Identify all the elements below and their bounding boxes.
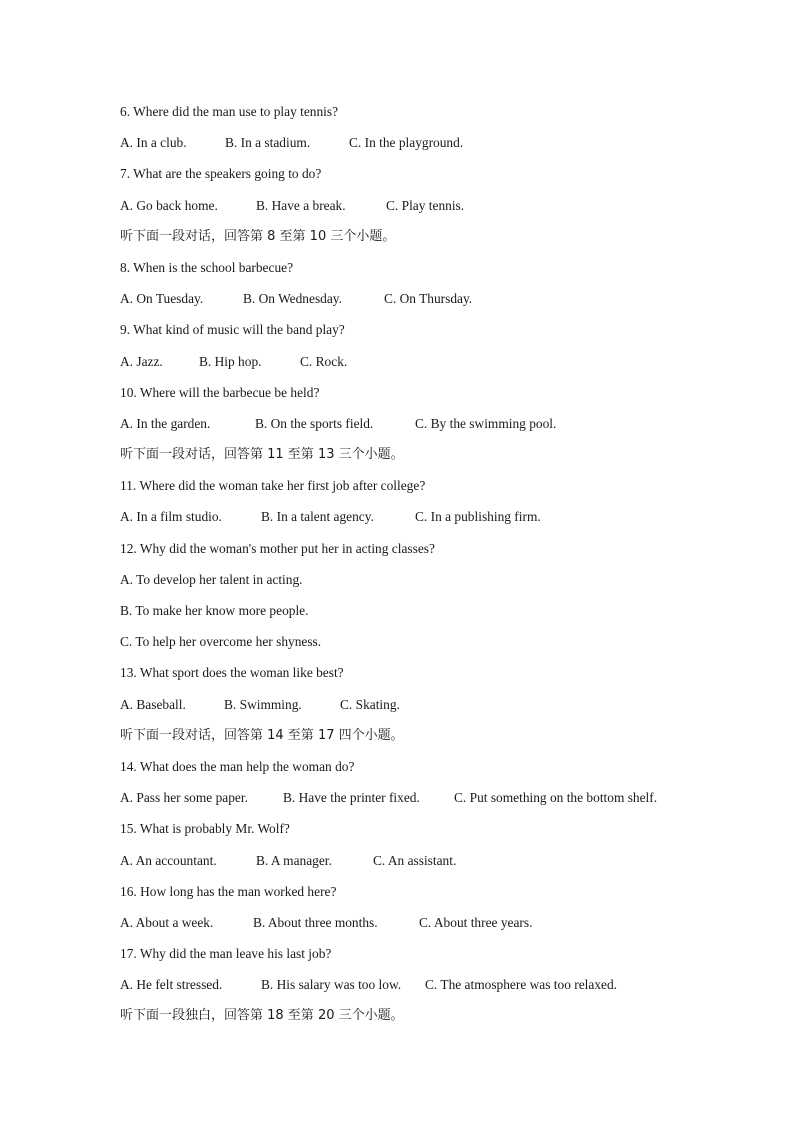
option-17a: A. He felt stressed.: [120, 977, 223, 993]
option-15b: B. A manager.: [256, 852, 332, 868]
option-17c: C. The atmosphere was too relaxed.: [425, 977, 617, 993]
question-13: 13. What sport does the woman like best?: [120, 665, 344, 681]
option-14c: C. Put something on the bottom shelf.: [454, 790, 658, 806]
option-6b: B. In a stadium.: [225, 135, 311, 151]
question-11: 11. Where did the woman take her first job after college?: [120, 478, 426, 494]
option-10a: A. In the garden.: [120, 415, 211, 431]
option-7a: A. Go back home.: [120, 197, 218, 213]
option-8a: A. On Tuesday.: [120, 291, 204, 307]
section-heading-11-13: 听下面一段对话，回答第 11 至第 13 三个小题。: [120, 447, 404, 463]
section-heading-8-10: 听下面一段对话，回答第 8 至第 10 三个小题。: [120, 228, 396, 244]
question-9: 9. What kind of music will the band play?: [120, 322, 345, 338]
section-heading-14-17: 听下面一段对话，回答第 14 至第 17 四个小题。: [120, 727, 404, 743]
option-15c: C. An assistant.: [373, 852, 457, 868]
option-15a: A. An accountant.: [120, 852, 217, 868]
option-16c: C. About three years.: [419, 914, 533, 930]
options-15: [120, 852, 740, 883]
question-12: 12. Why did the woman's mother put her in acting classes?: [120, 540, 435, 556]
question-17: 17. Why did the man leave his last job?: [120, 946, 332, 962]
section-heading-18-20: 听下面一段独白，回答第 18 至第 20 三个小题。: [120, 1008, 404, 1024]
question-8: 8. When is the school barbecue?: [120, 259, 294, 275]
option-10c: C. By the swimming pool.: [415, 415, 557, 431]
options-17: [120, 976, 740, 1007]
option-14a: A. Pass her some paper.: [120, 790, 248, 806]
option-11b: B. In a talent agency.: [261, 509, 374, 525]
option-10b: B. On the sports field.: [255, 415, 374, 431]
options-16: [120, 914, 740, 945]
option-9a: A. Jazz.: [120, 353, 163, 369]
question-16: 16. How long has the man worked here?: [120, 883, 337, 899]
option-6a: A. In a club.: [120, 135, 187, 151]
option-9c: C. Rock.: [300, 353, 348, 369]
option-13a: A. Baseball.: [120, 696, 186, 712]
option-13b: B. Swimming.: [224, 696, 302, 712]
options-10: [120, 415, 740, 446]
option-13c: C. Skating.: [340, 696, 400, 712]
options-9: [120, 353, 740, 384]
question-10: 10. Where will the barbecue be held?: [120, 384, 320, 400]
option-11a: A. In a film studio.: [120, 509, 222, 525]
option-17b: B. His salary was too low.: [261, 977, 402, 993]
options-6: [120, 134, 740, 165]
option-7c: C. Play tennis.: [386, 197, 465, 213]
options-14: [120, 789, 740, 820]
question-7: 7. What are the speakers going to do?: [120, 166, 322, 182]
options-13: [120, 696, 740, 727]
option-16a: A. About a week.: [120, 914, 214, 930]
option-12c: C. To help her overcome her shyness.: [120, 634, 322, 650]
option-9b: B. Hip hop.: [199, 353, 262, 369]
option-12b: B. To make her know more people.: [120, 603, 309, 618]
option-8c: C. On Thursday.: [384, 291, 473, 307]
options-8: [120, 290, 740, 321]
option-14b: B. Have the printer fixed.: [283, 790, 420, 806]
option-12a: A. To develop her talent in acting.: [120, 571, 303, 587]
option-8b: B. On Wednesday.: [243, 291, 342, 307]
option-6c: C. In the playground.: [349, 135, 464, 151]
options-7: [120, 197, 740, 228]
exam-page: [120, 103, 740, 1039]
question-15: 15. What is probably Mr. Wolf?: [120, 821, 290, 837]
question-6: 6. Where did the man use to play tennis?: [120, 104, 339, 119]
option-7b: B. Have a break.: [256, 197, 346, 213]
option-16b: B. About three months.: [253, 914, 378, 930]
options-11: [120, 508, 740, 539]
option-11c: C. In a publishing firm.: [415, 509, 541, 525]
question-14: 14. What does the man help the woman do?: [120, 758, 355, 774]
